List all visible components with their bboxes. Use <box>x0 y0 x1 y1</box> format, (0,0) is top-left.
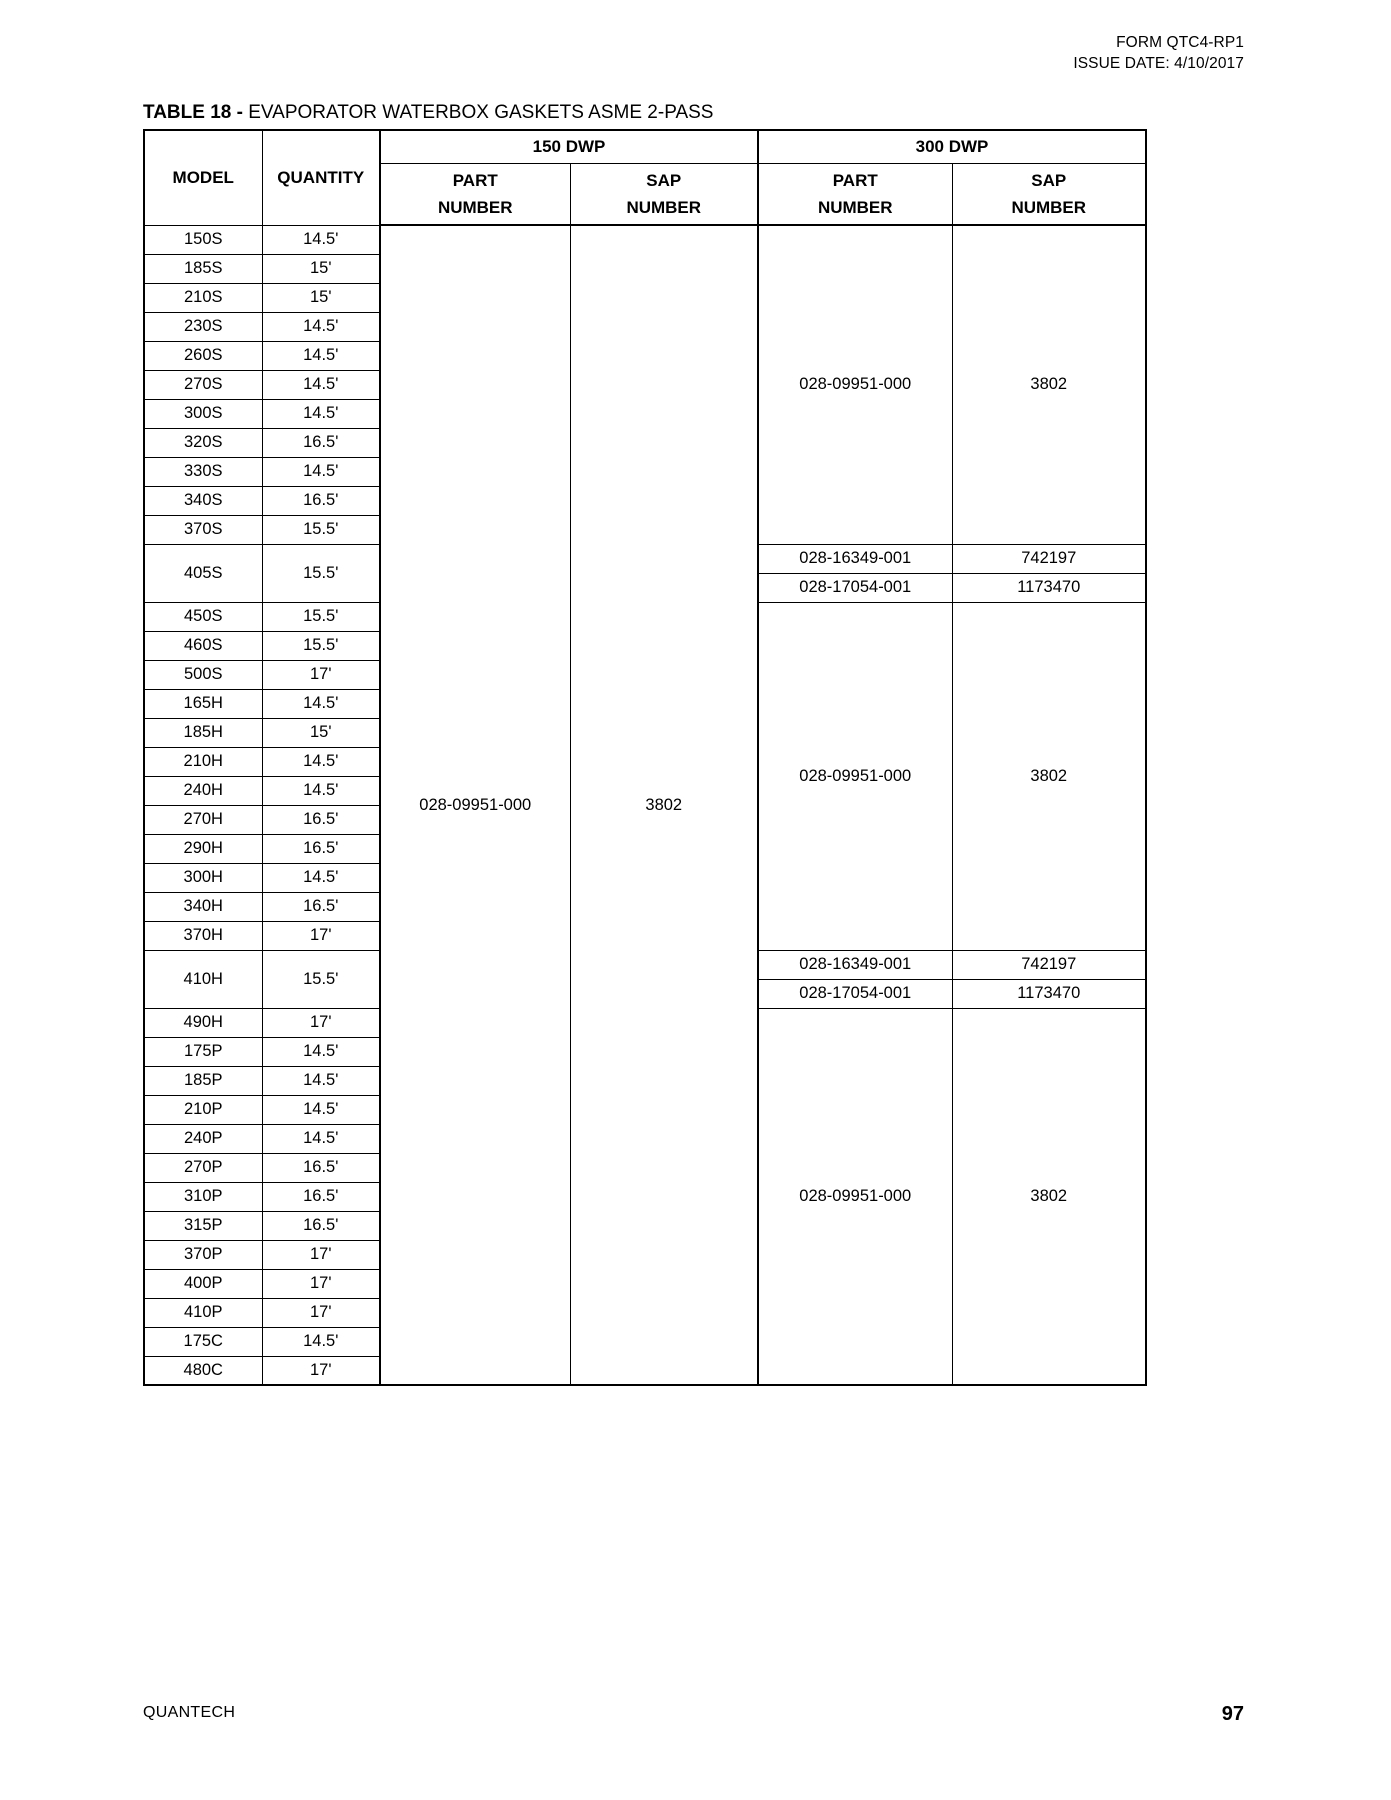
cell-model: 290H <box>144 834 262 863</box>
cell-quantity: 16.5' <box>262 1211 380 1240</box>
cell-model: 185H <box>144 718 262 747</box>
cell-quantity: 16.5' <box>262 1182 380 1211</box>
column-header-sap-number-300: SAP NUMBER <box>952 163 1146 225</box>
cell-model: 490H <box>144 1008 262 1037</box>
cell-model: 320S <box>144 428 262 457</box>
cell-model: 240H <box>144 776 262 805</box>
cell-quantity: 17' <box>262 1240 380 1269</box>
cell-part-number-300-dwp: 028-09951-000 <box>758 602 952 950</box>
group-header-300-dwp: 300 DWP <box>758 130 1146 163</box>
cell-quantity: 16.5' <box>262 805 380 834</box>
cell-quantity: 16.5' <box>262 486 380 515</box>
cell-sap-number-300-dwp: 3802 <box>952 602 1146 950</box>
cell-model: 405S <box>144 544 262 602</box>
cell-model: 370H <box>144 921 262 950</box>
cell-model: 185S <box>144 254 262 283</box>
table-group-header-row <box>144 130 1146 163</box>
cell-model: 460S <box>144 631 262 660</box>
cell-model: 480C <box>144 1356 262 1385</box>
cell-quantity: 14.5' <box>262 747 380 776</box>
cell-quantity: 16.5' <box>262 892 380 921</box>
cell-sap-number-300-dwp: 1173470 <box>952 573 1146 602</box>
cell-model: 150S <box>144 225 262 254</box>
cell-part-number-300-dwp: 028-16349-001 <box>758 544 952 573</box>
column-header-sap-number-150: SAP NUMBER <box>570 163 758 225</box>
cell-model: 300S <box>144 399 262 428</box>
cell-sap-number-300-dwp: 3802 <box>952 225 1146 544</box>
cell-sap-number-300-dwp: 1173470 <box>952 979 1146 1008</box>
column-header-part-number-300: PART NUMBER <box>758 163 952 225</box>
cell-quantity: 15' <box>262 254 380 283</box>
cell-quantity: 16.5' <box>262 834 380 863</box>
cell-model: 175C <box>144 1327 262 1356</box>
form-number: FORM QTC4-RP1 <box>1116 34 1244 51</box>
cell-part-number-300-dwp: 028-17054-001 <box>758 573 952 602</box>
table-header <box>144 130 1146 225</box>
cell-quantity: 17' <box>262 660 380 689</box>
cell-quantity: 14.5' <box>262 776 380 805</box>
cell-quantity: 14.5' <box>262 370 380 399</box>
footer-page-number: 97 <box>1221 1703 1244 1725</box>
cell-quantity: 14.5' <box>262 225 380 254</box>
cell-model: 165H <box>144 689 262 718</box>
cell-model: 185P <box>144 1066 262 1095</box>
cell-model: 175P <box>144 1037 262 1066</box>
cell-model: 270P <box>144 1153 262 1182</box>
cell-model: 500S <box>144 660 262 689</box>
cell-quantity: 17' <box>262 1269 380 1298</box>
cell-part-number-150-dwp: 028-09951-000 <box>380 225 570 1385</box>
cell-quantity: 17' <box>262 1008 380 1037</box>
cell-quantity: 14.5' <box>262 689 380 718</box>
cell-model: 410H <box>144 950 262 1008</box>
cell-sap-number-300-dwp: 742197 <box>952 544 1146 573</box>
cell-quantity: 15.5' <box>262 950 380 1008</box>
cell-model: 240P <box>144 1124 262 1153</box>
cell-quantity: 16.5' <box>262 1153 380 1182</box>
cell-quantity: 14.5' <box>262 457 380 486</box>
cell-quantity: 17' <box>262 1356 380 1385</box>
cell-model: 210S <box>144 283 262 312</box>
cell-quantity: 14.5' <box>262 341 380 370</box>
cell-model: 310P <box>144 1182 262 1211</box>
column-header-model: MODEL <box>144 130 262 225</box>
cell-quantity: 17' <box>262 921 380 950</box>
cell-quantity: 15' <box>262 718 380 747</box>
cell-quantity: 16.5' <box>262 428 380 457</box>
cell-model: 210P <box>144 1095 262 1124</box>
cell-sap-number-300-dwp: 3802 <box>952 1008 1146 1385</box>
cell-model: 210H <box>144 747 262 776</box>
table-body <box>144 225 1146 1385</box>
cell-model: 315P <box>144 1211 262 1240</box>
cell-quantity: 14.5' <box>262 1066 380 1095</box>
cell-quantity: 14.5' <box>262 312 380 341</box>
cell-model: 450S <box>144 602 262 631</box>
issue-date: ISSUE DATE: 4/10/2017 <box>1073 55 1244 72</box>
cell-model: 270H <box>144 805 262 834</box>
cell-model: 370S <box>144 515 262 544</box>
document-header <box>1073 32 1244 74</box>
cell-quantity: 14.5' <box>262 863 380 892</box>
table-caption <box>143 101 713 125</box>
cell-quantity: 15' <box>262 283 380 312</box>
cell-model: 400P <box>144 1269 262 1298</box>
table-row <box>144 225 1146 254</box>
cell-quantity: 14.5' <box>262 1124 380 1153</box>
cell-sap-number-300-dwp: 742197 <box>952 950 1146 979</box>
cell-quantity: 14.5' <box>262 1037 380 1066</box>
table-caption-text: EVAPORATOR WATERBOX GASKETS ASME 2-PASS <box>248 102 714 123</box>
cell-quantity: 14.5' <box>262 1327 380 1356</box>
cell-model: 270S <box>144 370 262 399</box>
footer-company: QUANTECH <box>143 1704 236 1721</box>
group-header-150-dwp: 150 DWP <box>380 130 758 163</box>
cell-quantity: 14.5' <box>262 399 380 428</box>
column-header-quantity: QUANTITY <box>262 130 380 225</box>
cell-part-number-300-dwp: 028-16349-001 <box>758 950 952 979</box>
cell-quantity: 15.5' <box>262 515 380 544</box>
cell-quantity: 15.5' <box>262 602 380 631</box>
cell-quantity: 17' <box>262 1298 380 1327</box>
cell-model: 300H <box>144 863 262 892</box>
cell-model: 230S <box>144 312 262 341</box>
cell-model: 330S <box>144 457 262 486</box>
cell-part-number-300-dwp: 028-09951-000 <box>758 225 952 544</box>
cell-model: 260S <box>144 341 262 370</box>
column-header-part-number-150: PART NUMBER <box>380 163 570 225</box>
cell-model: 340S <box>144 486 262 515</box>
cell-part-number-300-dwp: 028-17054-001 <box>758 979 952 1008</box>
cell-model: 340H <box>144 892 262 921</box>
cell-sap-number-150-dwp: 3802 <box>570 225 758 1385</box>
cell-model: 370P <box>144 1240 262 1269</box>
cell-quantity: 14.5' <box>262 1095 380 1124</box>
cell-quantity: 15.5' <box>262 631 380 660</box>
cell-quantity: 15.5' <box>262 544 380 602</box>
evaporator-waterbox-gaskets-table <box>143 129 1147 1386</box>
table-caption-label: TABLE 18 - <box>143 102 249 123</box>
cell-model: 410P <box>144 1298 262 1327</box>
cell-part-number-300-dwp: 028-09951-000 <box>758 1008 952 1385</box>
